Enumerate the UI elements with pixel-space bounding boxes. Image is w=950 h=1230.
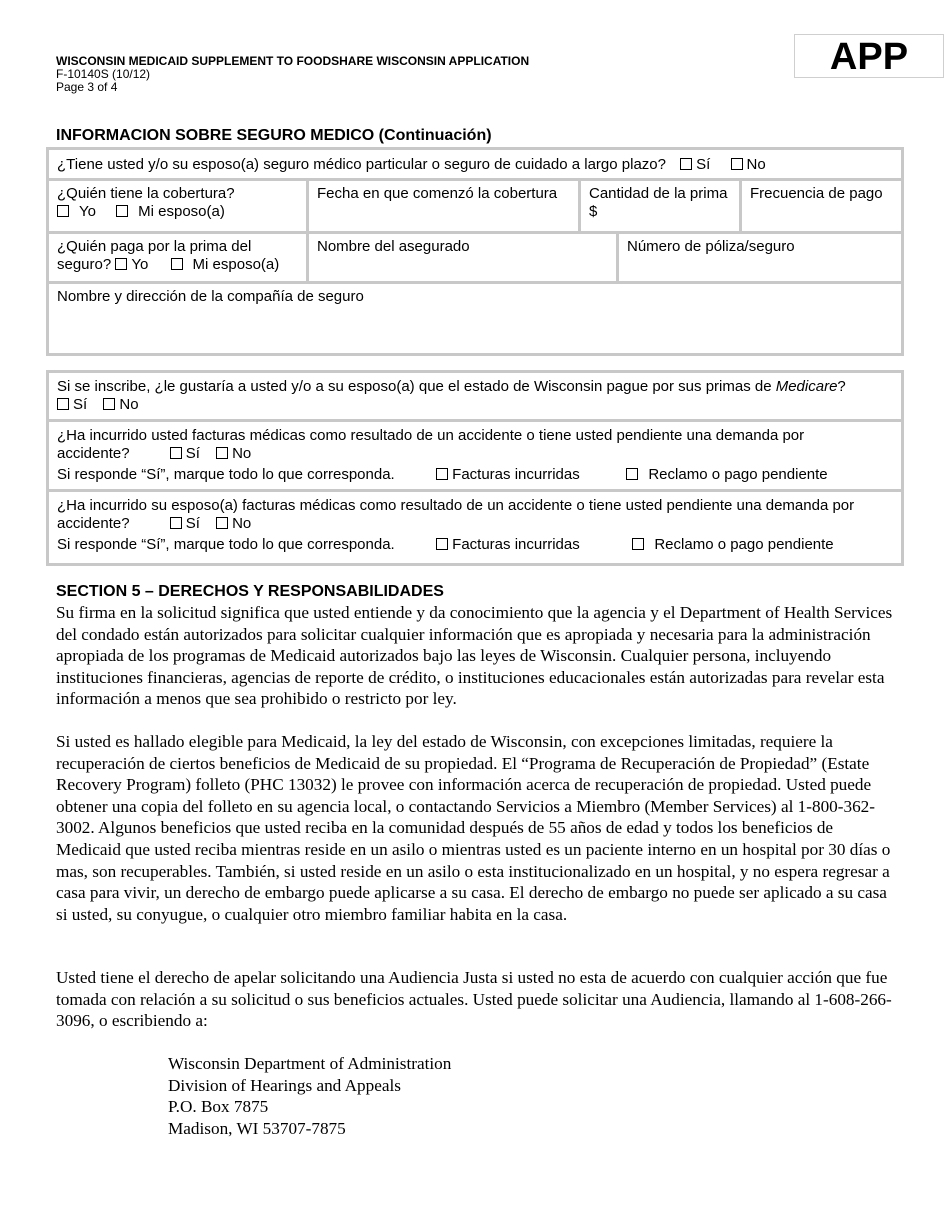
accident-self-if-yes: Si responde “Sí”, marque todo lo que corresponda. [57,466,395,483]
checkbox[interactable] [103,398,115,410]
payer-spouse-option[interactable]: Mi esposo(a) [171,256,280,274]
has-insurance-si-option[interactable]: Sí [680,156,710,174]
insured-name-field[interactable]: Nombre del asegurado [309,234,619,281]
premium-amount-field[interactable]: Cantidad de la prima $ [581,181,742,231]
coverage-spouse-option[interactable]: Mi esposo(a) [116,203,225,221]
checkbox[interactable] [170,517,182,529]
section5-paragraph-3: Usted tiene el derecho de apelar solicitando una Audiencia Justa si usted no esta de acuerdo con cualquier acción que fue tomada con relación a su solicitud o sus beneficios actuales. Usted puede solicitar una Audiencia, llamando al 1-608-266-3096, o escribiendo a: [56,968,892,1031]
medicare-cell [49,373,901,419]
premium-payer-row [49,234,901,284]
checkbox[interactable] [632,538,644,550]
insurance-table [46,147,904,356]
checkbox[interactable] [626,468,638,480]
form-header [56,55,529,94]
section5-paragraph-1: Su firma en la solicitud significa que usted entiende y da conocimiento que la agencia y el Department of Health Services del condado están autorizados para solicitar cualquier información que es apropiada y necesaria para la administración apropiada de los programas de Medicaid autorizados bajo las leyes de Wisconsin. Cualquier persona, incluyendo instituciones financieras, agencias de reporte de crédito, o instituciones educacionales están autorizadas para revelar esta información a menos que sea prohibido o restricto por ley. [56,603,893,709]
who-pays-premium-cell: ¿Quién paga por la prima del seguro? Yo Mi esposo(a) [49,234,309,281]
checkbox[interactable] [436,468,448,480]
form-number: F-10140S (10/12) [56,67,151,81]
payer-yo-option[interactable]: Yo [115,256,148,274]
accident-spouse-claim-option[interactable]: Reclamo o pago pendiente [632,536,833,554]
has-insurance-cell [49,150,901,178]
has-insurance-no-option[interactable]: No [731,156,766,174]
medicare-no-option[interactable]: No [103,396,138,414]
accident-self-si-option[interactable]: Sí [170,445,200,463]
checkbox[interactable] [216,517,228,529]
address-line: P.O. Box 7875 [168,1097,269,1117]
checkbox[interactable] [57,398,69,410]
medicare-question: Si se inscribe, ¿le gustaría a usted y/o a su esposo(a) que el estado de Wisconsin pague por sus primas de Medicare? [57,378,846,395]
checkbox[interactable] [436,538,448,550]
accident-spouse-si-option[interactable]: Sí [170,515,200,533]
checkbox[interactable] [171,258,183,270]
accident-spouse-bills-option[interactable]: Facturas incurridas [436,536,628,554]
who-has-coverage-cell [49,181,309,231]
checkbox[interactable] [57,205,69,217]
accident-spouse-cell: ¿Ha incurrido su esposo(a) facturas médicas como resultado de un accidente o tiene usted pendiente una demanda por accidente? Sí No Si responde “Sí”, marque todo lo que corresponda. Facturas incurridas Reclamo o pago pendiente [49,492,901,563]
company-name-address-field[interactable]: Nombre y dirección de la compañía de seguro [57,288,364,305]
section5-paragraph-2: Si usted es hallado elegible para Medicaid, la ley del estado de Wisconsin, con excepciones limitadas, requiere la recuperación de ciertos beneficios de Medicaid de su propiedad. El “Programa de Recuperación de Propiedad” (Estate Recovery Program) folleto (PHC 13032) le provee con información acerca de recuperación de propiedad. Usted puede obtener una copia del folleto en su agencia local, o contactando Servicios a Miembro (Member Services) al 1-800-362-3002. Algunos beneficios que usted reciba en la comunidad después de 55 años de edad y todos los beneficios de Medicaid que usted reciba mientras reside en un asilo o mientras usted es un paciente interno en un hospital por 30 días o mas, son recuperables. También, si usted reside en un asilo o esta institucionalizado en un hospital, y no espera regresar a casa para vivir, un derecho de embargo puede aplicarse a su casa. El derecho de embargo no puede ser aplicado a su casa si usted, su conyugue, o cualquier otro miembro familiar habita en la casa. [56,732,891,924]
address-line: Madison, WI 53707-7875 [168,1118,346,1138]
checkbox[interactable] [680,158,692,170]
coverage-yo-option[interactable]: Yo [57,203,96,221]
accident-spouse-if-yes: Si responde “Sí”, marque todo lo que corresponda. [57,536,395,553]
insurance-section-title: INFORMACION SOBRE SEGURO MEDICO (Continuación) [56,127,492,144]
has-insurance-question: ¿Tiene usted y/o su esposo(a) seguro médico particular o seguro de cuidado a largo plazo? [57,156,666,173]
checkbox[interactable] [116,205,128,217]
accident-self-claim-option[interactable]: Reclamo o pago pendiente [626,466,827,484]
form-title: WISCONSIN MEDICAID SUPPLEMENT TO FOODSHARE WISCONSIN APPLICATION [56,54,530,68]
who-has-coverage-label: ¿Quién tiene la cobertura? [57,185,235,202]
accident-self-row [49,422,901,492]
accident-spouse-row [49,492,901,563]
insurance-question-row [49,150,901,181]
policy-number-field[interactable]: Número de póliza/seguro [627,238,795,255]
currency-symbol: $ [589,203,598,220]
accident-self-bills-option[interactable]: Facturas incurridas [436,466,622,484]
medicare-row [49,373,901,422]
checkbox[interactable] [731,158,743,170]
accident-spouse-question: ¿Ha incurrido su esposo(a) facturas médicas como resultado de un accidente o tiene usted pendiente una demanda por [57,497,855,514]
medicare-si-option[interactable]: Sí [57,396,87,414]
coverage-start-date-field[interactable]: Fecha en que comenzó la cobertura [309,181,581,231]
accident-self-no-option[interactable]: No [216,445,251,463]
accident-spouse-no-option[interactable]: No [216,515,251,533]
coverage-row [49,181,901,234]
page-number: Page 3 of 4 [56,80,118,94]
payment-frequency-field[interactable]: Frecuencia de pago [750,185,883,202]
company-row [49,284,901,353]
accident-self-question: ¿Ha incurrido usted facturas médicas como resultado de un accidente o tiene usted pendiente una demanda por [57,427,805,444]
checkbox[interactable] [216,447,228,459]
medicare-accident-table [46,370,904,566]
address-line: Wisconsin Department of Administration [168,1054,452,1073]
checkbox[interactable] [115,258,127,270]
section5-title: SECTION 5 – DERECHOS Y RESPONSABILIDADES [56,583,444,600]
accident-self-cell: ¿Ha incurrido usted facturas médicas como resultado de un accidente o tiene usted pendiente una demanda por accidente? Sí No Si responde “Sí”, marque todo lo que corresponda. Facturas incurridas Reclamo o pago pendiente [49,422,901,489]
checkbox[interactable] [170,447,182,459]
hearings-address [168,1053,451,1139]
app-box: APP [794,34,944,78]
address-line: Division of Hearings and Appeals [168,1075,401,1095]
